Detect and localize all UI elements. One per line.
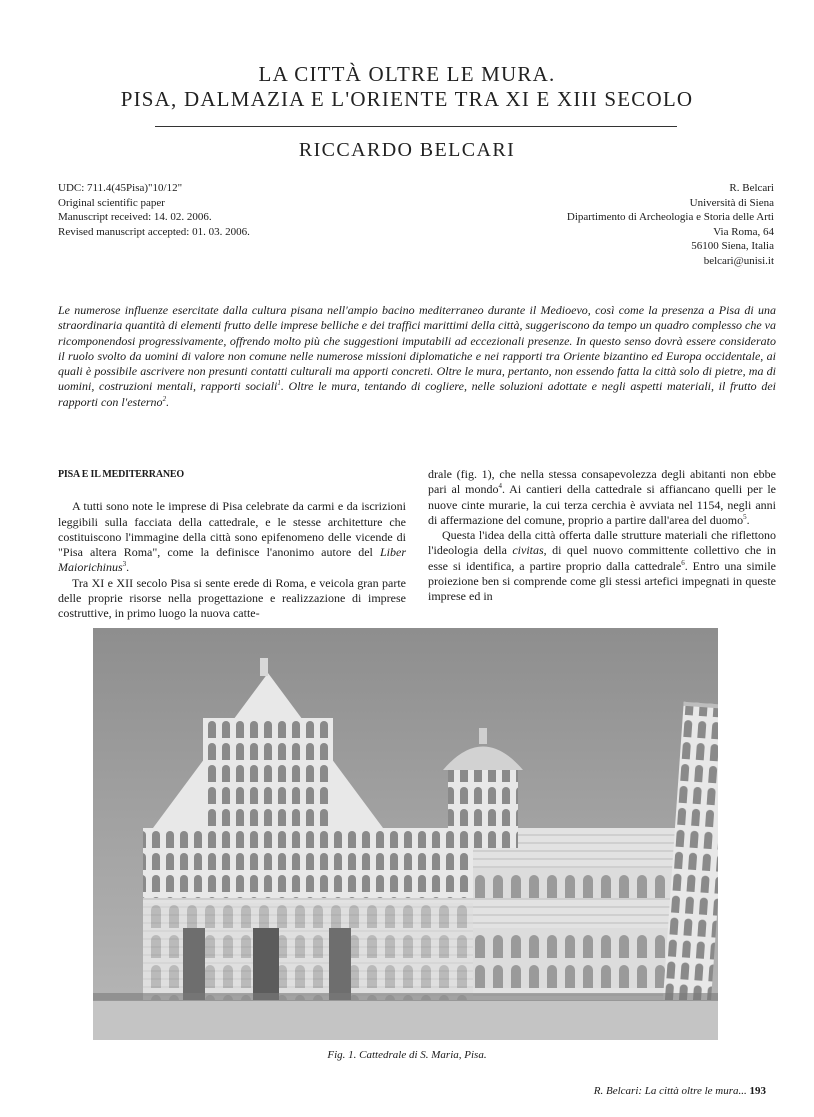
body-paragraph: Tra XI e XII secolo Pisa si sente erede di Roma, e veicola gran parte delle proprie risorse nella progettazione e realizzazione di imprese costruttive, in primo luogo la nuova catte-	[58, 575, 406, 621]
affiliation-department: Dipartimento di Archeologia e Storia delle Arti	[566, 211, 774, 223]
piazza-ground	[93, 1000, 718, 1040]
udc-line: UDC: 711.4(45Pisa)"10/12"	[58, 182, 183, 194]
page-footer	[594, 1085, 766, 1097]
affiliation-name: R. Belcari	[729, 182, 774, 194]
footnote-ref[interactable]: 2	[162, 394, 167, 403]
facade-upper	[203, 718, 333, 828]
footnote-ref[interactable]: 6	[681, 558, 685, 567]
title-rule	[155, 126, 677, 127]
running-head: R. Belcari: La città oltre le mura...	[593, 1085, 747, 1097]
abstract-text: .	[166, 394, 170, 409]
body-text: Questa l'idea della città offerta dalle strutture materiali che riflettono l'ideologia della	[428, 528, 776, 558]
section-heading: PISA E IL MEDITERRANEO	[58, 469, 184, 480]
figure-caption: Fig. 1. Cattedrale di S. Maria, Pisa.	[327, 1049, 487, 1061]
affiliation-university: Università di Siena	[689, 196, 774, 209]
body-text-italic: civitas	[512, 543, 544, 558]
cathedral-illustration	[93, 628, 718, 1040]
body-text: .	[746, 512, 750, 527]
body-column-right	[428, 467, 776, 605]
article-metadata	[58, 181, 250, 239]
paper-type: Original scientific paper	[58, 196, 165, 209]
paper-title	[0, 62, 814, 112]
footnote-ref[interactable]: 3	[122, 560, 127, 569]
body-text: .	[126, 560, 130, 575]
author-affiliation	[567, 181, 774, 268]
body-paragraph	[58, 499, 406, 575]
abstract-text: Le numerose influenze esercitate dalla cultura pisana nell'ampio bacino mediterraneo durante il Medioevo, così come la presenza a Pisa di una straordinaria quantità di elementi frutto delle imprese belliche e dei traffici marittimi della città, suggeriscono da tempo un quadro complesso che va ricomponendosi progressivamente, offrendo molto più che suggestioni imputabili ad eccezionali presenze. In questo senso dovrà essere considerato il ruolo svolto da uomini di valore non comune nelle numerose missioni diplomatiche e nei rapporti tra Oriente bizantino ed Europa occidentale, ai quali è possibile ascrivere non presunti contatti culturali ma apporti concreti. Oltre le mura, pertanto, non essendo fatta la città solo di pietre, ma di uomini, costruzioni mentali, rapporti sociali	[58, 303, 776, 394]
author-email[interactable]: belcari@unisi.it	[703, 254, 774, 267]
footnote-ref[interactable]: 5	[743, 512, 747, 521]
page-number: 193	[749, 1085, 766, 1097]
body-paragraph	[428, 528, 776, 604]
body-text-italic: Liber Maiorichinus	[58, 545, 406, 575]
affiliation-street: Via Roma, 64	[713, 225, 774, 238]
accepted-date: Revised manuscript accepted: 01. 03. 2006.	[58, 225, 250, 238]
title-line-2: PISA, DALMAZIA E L'ORIENTE TRA XI E XIII SECOLO	[120, 87, 694, 111]
author-name: RICCARDO BELCARI	[298, 139, 516, 161]
body-text: . Ai cantieri della cattedrale si affiancano quelli per le nuove cinte murarie, la cui terza cerchia è avviata nel 1154, negli anni di affermazione del comune, proprio a partire dall'area del duomo	[428, 482, 776, 527]
abstract	[58, 303, 776, 410]
body-text: . Entro una simile proiezione ben si comprende come gli stessi artefici impegnati in queste imprese ed in	[428, 558, 776, 604]
body-text: drale (fig. 1), che nella stessa consapevolezza degli abitanti non ebbe pari al mondo	[428, 467, 776, 497]
affiliation-city: 56100 Siena, Italia	[691, 240, 774, 252]
abstract-text: . Oltre le mura, tentando di cogliere, nelle soluzioni adottate e negli aspetti materiali, il frutto dei rapporti con l'esterno	[58, 379, 776, 409]
body-text: A tutti sono note le imprese di Pisa celebrate da carmi e da iscrizioni leggibili sulla facciata della cattedrale, e le stesse architetture che costituiscono l'immagine della città sono epifenomeno delle vicende di "Pisa altera Roma", come la definisce l'anonimo autore del	[58, 499, 406, 560]
figure-cathedral-photo	[93, 628, 718, 1040]
title-line-1: LA CITTÀ OLTRE LE MURA.	[258, 62, 556, 86]
footnote-ref[interactable]: 1	[277, 379, 281, 388]
footnote-ref[interactable]: 4	[498, 482, 502, 491]
received-date: Manuscript received: 14. 02. 2006.	[58, 211, 212, 223]
body-column-left	[58, 467, 406, 622]
body-paragraph	[428, 467, 776, 528]
body-text: , di quel nuovo committente collettivo che in esse si identifica, a partire proprio dalla cattedrale	[428, 543, 776, 573]
